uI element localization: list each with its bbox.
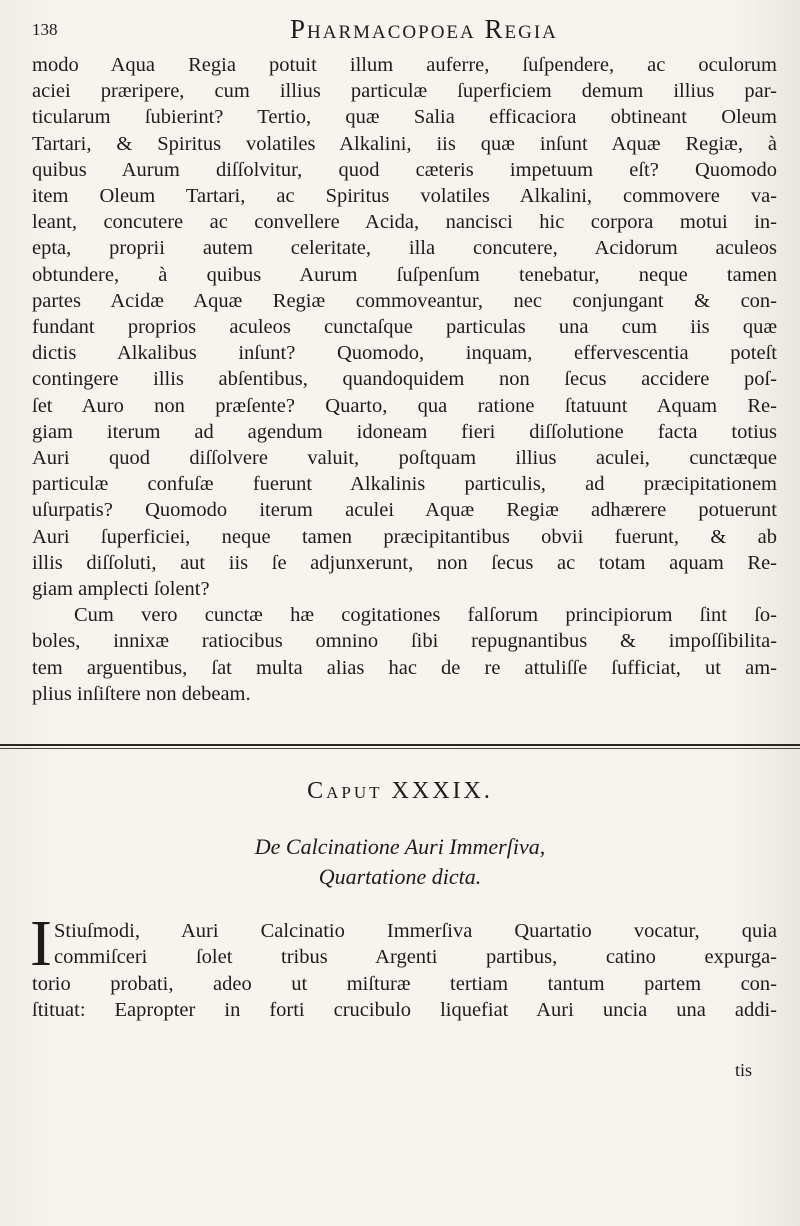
text-line: contingere illis abſentibus, quandoquidem non ſecus accidere poſ-: [32, 368, 777, 391]
text-line: Tartari, & Spiritus volatiles Alkalini, iis quæ inſunt Aquæ Regiæ, à: [32, 132, 777, 155]
text-line: quibus Aurum diſſolvitur, quod cæteris impetuum eſt? Quomodo: [32, 158, 777, 181]
text-line: fundant proprios aculeos cunctaſque particulas una cum iis quæ: [32, 316, 777, 339]
text-line: aciei præripere, cum illius particulæ ſuperficiem demum illius par-: [32, 80, 777, 103]
text-line: commiſceri ſolet tribus Argenti partibus, catino expurga-: [54, 946, 777, 969]
text-line: epta, proprii autem celeritate, illa concutere, Acidorum aculeos: [32, 237, 777, 260]
text-line: giam iterum ad agendum idoneam fieri diſſolutione facta totius: [32, 420, 777, 443]
text-line: modo Aqua Regia potuit illum auferre, ſuſpendere, ac oculorum: [32, 54, 777, 76]
chapter-heading: Caput XXXIX.: [307, 778, 493, 804]
page-number: 138: [32, 20, 58, 39]
text-line: ticularum ſubierint? Tertio, quæ Salia efficaciora obtineant Oleum: [32, 106, 777, 129]
text-line: particulæ confuſæ fuerunt Alkalinis particulis, ad præcipitationem: [32, 473, 777, 496]
text-line: Auri ſuperficiei, neque tamen præcipitantibus obvii fuerunt, & ab: [32, 525, 777, 548]
catchword: tis: [735, 1060, 753, 1080]
section-divider: [0, 744, 800, 746]
text-line: dictis Alkalibus inſunt? Quomodo, inquam, effervescentia poteſt: [32, 342, 777, 365]
text-line: ſet Auro non præſente? Quarto, qua ratione ſtatuunt Aquam Re-: [32, 394, 777, 417]
running-title: Pharmacopoea Regia: [290, 14, 558, 44]
text-line: plius inſiſtere non debeam.: [32, 682, 251, 705]
text-line: torio probati, adeo ut miſturæ tertiam tantum partem con-: [32, 972, 777, 995]
text-line: obtundere, à quibus Aurum ſuſpenſum tenebatur, neque tamen: [32, 263, 777, 286]
text-line: boles, innixæ ratiocibus omnino ſibi repugnantibus & impoſſibilita-: [32, 630, 777, 653]
text-line: partes Acidæ Aquæ Regiæ commoveantur, nec conjungant & con-: [32, 289, 777, 312]
chapter-subtitle-line: De Calcinatione Auri Immerſiva,: [254, 834, 546, 859]
section-text: [30, 907, 777, 1024]
text-line: Cum vero cunctæ hæ cogitationes falſorum principiorum ſint ſo-: [74, 604, 777, 627]
text-line: leant, concutere ac convellere Acida, nancisci hic corpora motui in-: [32, 211, 777, 234]
text-line: Auri quod diſſolvere valuit, poſtquam illius aculei, cunctæque: [32, 447, 777, 470]
text-line: tem arguentibus, ſat multa alias hac de re attuliſſe ſufficiat, ut am-: [32, 656, 777, 679]
text-line: giam amplecti ſolent?: [32, 578, 210, 601]
text-line: item Oleum Tartari, ac Spiritus volatiles Alkalini, commovere va-: [32, 185, 777, 208]
body-text: [32, 52, 777, 707]
text-line: illis diſſoluti, aut iis ſe adjunxerunt, non ſecus ac totam aquam Re-: [32, 551, 777, 574]
drop-cap: I: [30, 907, 52, 980]
chapter-subtitle: [0, 832, 800, 892]
text-line: ſtituat: Eapropter in forti crucibulo liquefiat Auri uncia una addi-: [32, 999, 777, 1022]
text-line: uſurpatis? Quomodo iterum aculei Aquæ Regiæ adhærere potuerunt: [32, 499, 777, 522]
chapter-subtitle-line: Quartatione dicta.: [318, 864, 482, 889]
text-line: Stiuſmodi, Auri Calcinatio Immerſiva Quartatio vocatur, quia: [54, 920, 777, 942]
page-header: [24, 14, 784, 50]
